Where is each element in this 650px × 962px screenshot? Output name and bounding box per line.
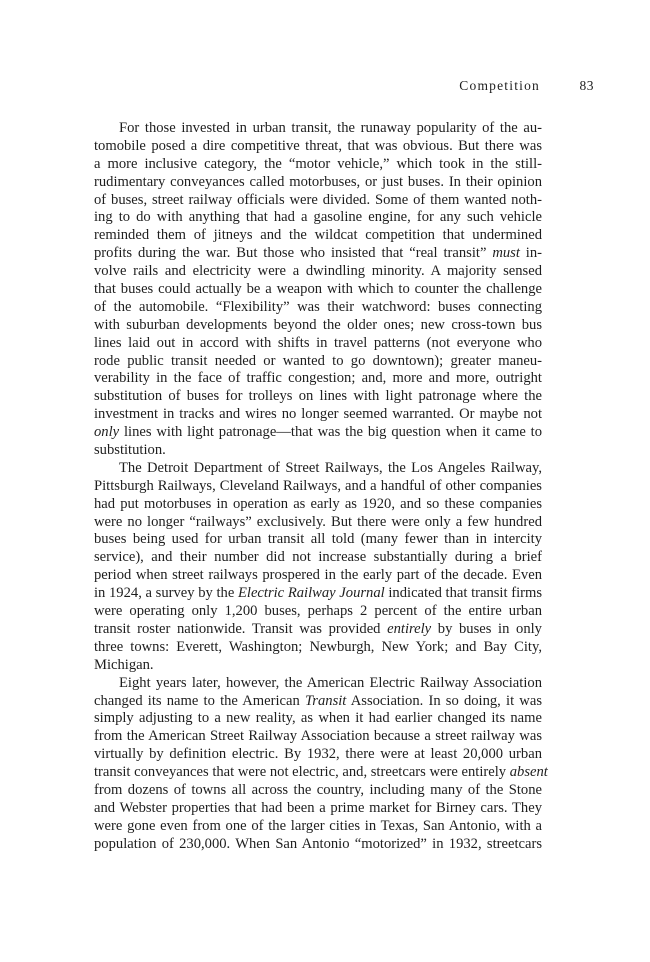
paragraph [94, 120, 542, 460]
text-line: of buses, street railway officials were divided. Some of them wanted noth- [94, 191, 542, 208]
text-line: transit roster nationwide. Transit was provided entirely by buses in only [94, 620, 542, 637]
text-line: simply adjusting to a new reality, as when it had earlier changed its name [94, 710, 542, 727]
text-line: and Webster properties that had been a prime market for Birney cars. They [94, 799, 542, 816]
emphasis-text: Transit [304, 692, 347, 709]
emphasis-text: entirely [387, 620, 432, 637]
page-number: 83 [579, 78, 594, 93]
text-line: that buses could actually be a weapon with which to counter the challenge [94, 281, 542, 298]
text-line: period when street railways prospered in the early part of the decade. Even [94, 567, 542, 584]
text-line: substitution. [94, 442, 166, 459]
text-line: from dozens of towns all across the country, including many of the Stone [94, 781, 542, 798]
text-line: Eight years later, however, the American Electric Railway Association [119, 674, 542, 691]
text-line: three towns: Everett, Washington; Newburgh, New York; and Bay City, [94, 638, 542, 655]
text-line: reminded them of jitneys and the wildcat competition that undermined [94, 227, 542, 244]
text-line: volve rails and electricity were a dwindling minority. A majority sensed [94, 263, 542, 280]
text-line: ing to do with anything that had a gasoline engine, for any such vehicle [94, 209, 542, 226]
text-line: lines laid out in accord with shifts in travel patterns (not everyone who [94, 334, 542, 351]
text-line: population of 230,000. When San Antonio “motorized” in 1932, streetcars [94, 835, 542, 852]
text-line: rode public transit needed or wanted to go downtown); greater maneu- [94, 352, 542, 369]
text-line: tomobile posed a dire competitive threat, that was obvious. But there was [94, 137, 542, 154]
emphasis-text: Electric Railway Journal [237, 585, 385, 602]
text-line: only lines with light patronage—that was the big question when it came to [94, 424, 542, 441]
emphasis-text: only [94, 424, 120, 441]
text-line: changed its name to the American Transit Association. In so doing, it was [94, 692, 542, 709]
text-line: Pittsburgh Railways, Cleveland Railways, and a handful of other companies [94, 477, 542, 494]
text-line: with suburban developments beyond the older ones; new cross-town bus [94, 316, 542, 333]
paragraph [94, 460, 542, 675]
text-line: substitution of buses for trolleys on lines with light patronage where the [94, 388, 542, 405]
text-line: profits during the war. But those who insisted that “real transit” must in- [94, 245, 542, 262]
body-text [94, 120, 548, 854]
text-line: were no longer “railways” exclusively. But there were only a few hundred [94, 513, 542, 530]
text-line: transit conveyances that were not electric, and, streetcars were entirely absent [94, 764, 548, 781]
paragraph [94, 674, 548, 854]
text-line: had put motorbuses in operation as early as 1920, and so these companies [94, 495, 542, 512]
text-line: rudimentary conveyances called motorbuses, or just buses. In their opinion [94, 173, 542, 190]
text-line: Michigan. [94, 656, 154, 673]
text-line: virtually by definition electric. By 1932, there were at least 20,000 urban [94, 746, 542, 763]
text-line: buses being used for urban transit all told (many fewer than in intercity [94, 531, 542, 548]
running-head [94, 78, 594, 98]
text-line: of the automobile. “Flexibility” was their watchword: buses connecting [94, 298, 542, 315]
text-line: a more inclusive category, the “motor vehicle,” which took in the still- [94, 155, 542, 172]
text-line: investment in tracks and wires no longer seemed warranted. Or maybe not [94, 406, 542, 423]
text-line: from the American Street Railway Association because a street railway was [94, 728, 542, 745]
emphasis-text: absent [509, 764, 548, 781]
text-line: For those invested in urban transit, the runaway popularity of the au- [119, 120, 542, 136]
text-line: in 1924, a survey by the Electric Railway Journal indicated that transit firms [94, 585, 543, 602]
emphasis-text: must [492, 245, 520, 262]
text-line: were gone even from one of the larger cities in Texas, San Antonio, with a [94, 817, 542, 834]
text-line: were operating only 1,200 buses, perhaps 2 percent of the entire urban [94, 603, 542, 620]
text-line: The Detroit Department of Street Railways, the Los Angeles Railway, [119, 459, 542, 476]
text-line: service), and their number did not increase substantially during a brief [94, 549, 542, 566]
text-line: verability in the face of traffic congestion; and, more and more, outright [94, 370, 542, 387]
section-title: Competition [459, 78, 540, 93]
